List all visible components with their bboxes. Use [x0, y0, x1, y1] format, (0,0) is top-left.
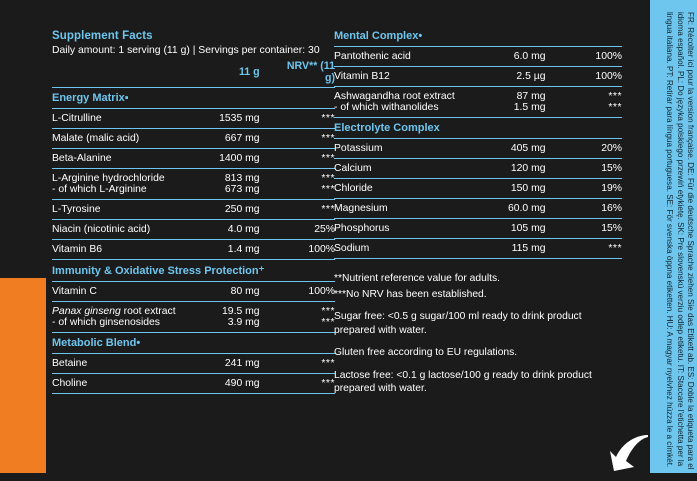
supplement-facts-content [46, 0, 650, 473]
footnotes [334, 272, 622, 396]
table-row: Potassium 405 mg 20% [334, 139, 622, 159]
table-row: L-Arginine hydrochloride 813 mg *** [52, 169, 335, 185]
section-header-mental-complex: Mental Complex• [334, 30, 423, 42]
section-header-electrolyte-complex: Electrolyte Complex [334, 118, 622, 139]
table-row-sub: - of which L-Arginine 673 mg *** [52, 184, 335, 195]
table-row: Vitamin B6 1.4 mg 100% [52, 240, 335, 260]
table-row: Ashwagandha root extract 87 mg *** [334, 87, 622, 103]
left-column [52, 30, 335, 395]
table-row: Phosphorus 105 mg 15% [334, 219, 622, 239]
table-row: Panax ginseng root extract 19.5 mg *** [52, 302, 335, 318]
right-column [334, 30, 622, 405]
footnote-lactose-free: Lactose free: <0.1 g lactose/100 g ready to drink product prepared with water. [334, 369, 592, 394]
section-header-energy-matrix: Energy Matrix▪ [52, 88, 335, 109]
table-row: Choline 490 mg *** [52, 374, 335, 394]
footnote-sugar-free: Sugar free: <0.5 g sugar/100 ml ready to drink product prepared with water. [334, 311, 582, 336]
orange-corner-accent [0, 278, 46, 473]
table-row: Magnesium 60.0 mg 16% [334, 199, 622, 219]
column-header-amount: 11 g [238, 66, 260, 78]
table-row: Niacin (nicotinic acid) 4.0 mg 25% [52, 220, 335, 240]
table-row: Beta-Alanine 1400 mg *** [52, 149, 335, 169]
table-row: Sodium 115 mg *** [334, 239, 622, 259]
table-row-sub: - of which withanolides 1.5 mg *** [334, 102, 622, 113]
column-header-name [52, 60, 199, 88]
table-row-sub: - of which ginsenosides 3.9 mg *** [52, 317, 335, 328]
footnote-nrv: **Nutrient reference value for adults. [334, 273, 500, 284]
left-nutrition-table [52, 60, 335, 395]
section-header-metabolic-blend: Metabolic Blend• [52, 333, 335, 354]
table-row: Vitamin C 80 mg 100% [52, 282, 335, 302]
panax-ginseng-row-name: Panax ginseng root extract [52, 306, 176, 317]
language-instructions-text: FR: Récolter ici pour la version française. DE: Für die deutsche Sprache ziehen Sie das Etikett ab. ES: Doble la etiqueta para el idioma español. PL: Do języka polskiego przewiń etykietę. SK: Pre slovenskú verziu odlep etiketu. IT: Staccare l'etichetta per la lingua italiana. PT: Retirar para língua portuguesa. SE: För svenska öppna etiketten. HU: A magyar nyelvhez húzza le a címkét. [665, 12, 695, 470]
table-row: Vitamin B12 2.5 µg 100% [334, 67, 622, 87]
section-header-immunity: Immunity & Oxidative Stress Protection⁺ [52, 260, 335, 282]
right-nutrition-table [334, 30, 622, 260]
serving-info: Daily amount: 1 serving (11 g) | Servings per container: 30 [52, 45, 320, 56]
table-row: Calcium 120 mg 15% [334, 159, 622, 179]
table-row: Pantothenic acid 6.0 mg 100% [334, 47, 622, 67]
column-header-nrv: NRV** (11 g) [286, 60, 335, 84]
table-header-row [52, 60, 335, 88]
table-row: L-Citrulline 1535 mg *** [52, 109, 335, 129]
peel-arrow-icon [608, 433, 650, 473]
table-row: Malate (malic acid) 667 mg *** [52, 129, 335, 149]
footnote-gluten-free: Gluten free according to EU regulations. [334, 347, 518, 358]
table-row: Chloride 150 mg 19% [334, 179, 622, 199]
footnote-no-nrv: ***No NRV has been established. [334, 288, 487, 300]
table-row: Betaine 241 mg *** [52, 354, 335, 374]
page-title: Supplement Facts [52, 30, 153, 42]
table-row: L-Tyrosine 250 mg *** [52, 200, 335, 220]
language-peel-strip[interactable] [650, 0, 697, 473]
